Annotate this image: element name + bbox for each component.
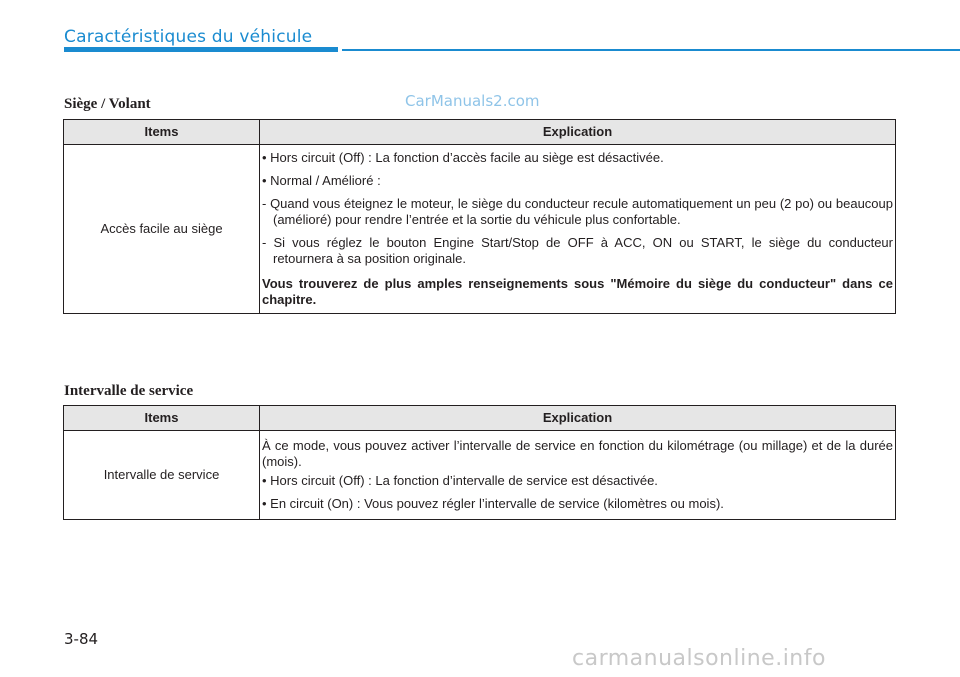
- col-header-explication: Explication: [260, 406, 896, 431]
- table-row: [64, 145, 896, 314]
- item-name: Intervalle de service: [64, 431, 260, 520]
- text-line: - Si vous réglez le bouton Engine Start/Stop de OFF à ACC, ON ou START, le siège du conducteur retournera à sa position originale.: [262, 235, 893, 266]
- page-number: 3-84: [64, 630, 99, 648]
- table-row: [64, 431, 896, 520]
- text-line: - Quand vous éteignez le moteur, le siège du conducteur recule automatiquement un peu (2 po) ou beaucoup (amélioré) pour rendre l’entrée et la sortie du véhicule plus confortable.: [262, 196, 893, 227]
- header-rule-thick: [64, 47, 338, 52]
- table-seat: [63, 119, 896, 314]
- watermark-footer: carmanualsonline.info: [572, 646, 826, 671]
- text-line: • Hors circuit (Off) : La fonction d’intervalle de service est désactivée.: [262, 473, 658, 488]
- text-line: À ce mode, vous pouvez activer l’intervalle de service en fonction du kilométrage (ou millage) et de la durée (mois).: [262, 438, 893, 469]
- col-header-items: Items: [64, 406, 260, 431]
- section-title-service: Intervalle de service: [64, 383, 194, 399]
- item-name: Accès facile au siège: [64, 145, 260, 314]
- note-text: Vous trouverez de plus amples renseignements sous "Mémoire du siège du conducteur" dans ce chapitre.: [262, 276, 893, 307]
- explanation-cell: [260, 145, 896, 314]
- chapter-title: Caractéristiques du véhicule: [64, 27, 313, 47]
- col-header-items: Items: [64, 120, 260, 145]
- text-line: • En circuit (On) : Vous pouvez régler l’intervalle de service (kilomètres ou mois).: [262, 496, 724, 511]
- col-header-explication: Explication: [260, 120, 896, 145]
- section-title-seat: Siège / Volant: [64, 96, 151, 112]
- table-service: [63, 405, 896, 520]
- watermark-top: CarManuals2.com: [405, 92, 540, 110]
- text-line: • Hors circuit (Off) : La fonction d’accès facile au siège est désactivée.: [262, 150, 664, 165]
- text-line: • Normal / Amélioré :: [262, 173, 381, 188]
- explanation-cell: [260, 431, 896, 520]
- header-rule-thin: [342, 49, 960, 51]
